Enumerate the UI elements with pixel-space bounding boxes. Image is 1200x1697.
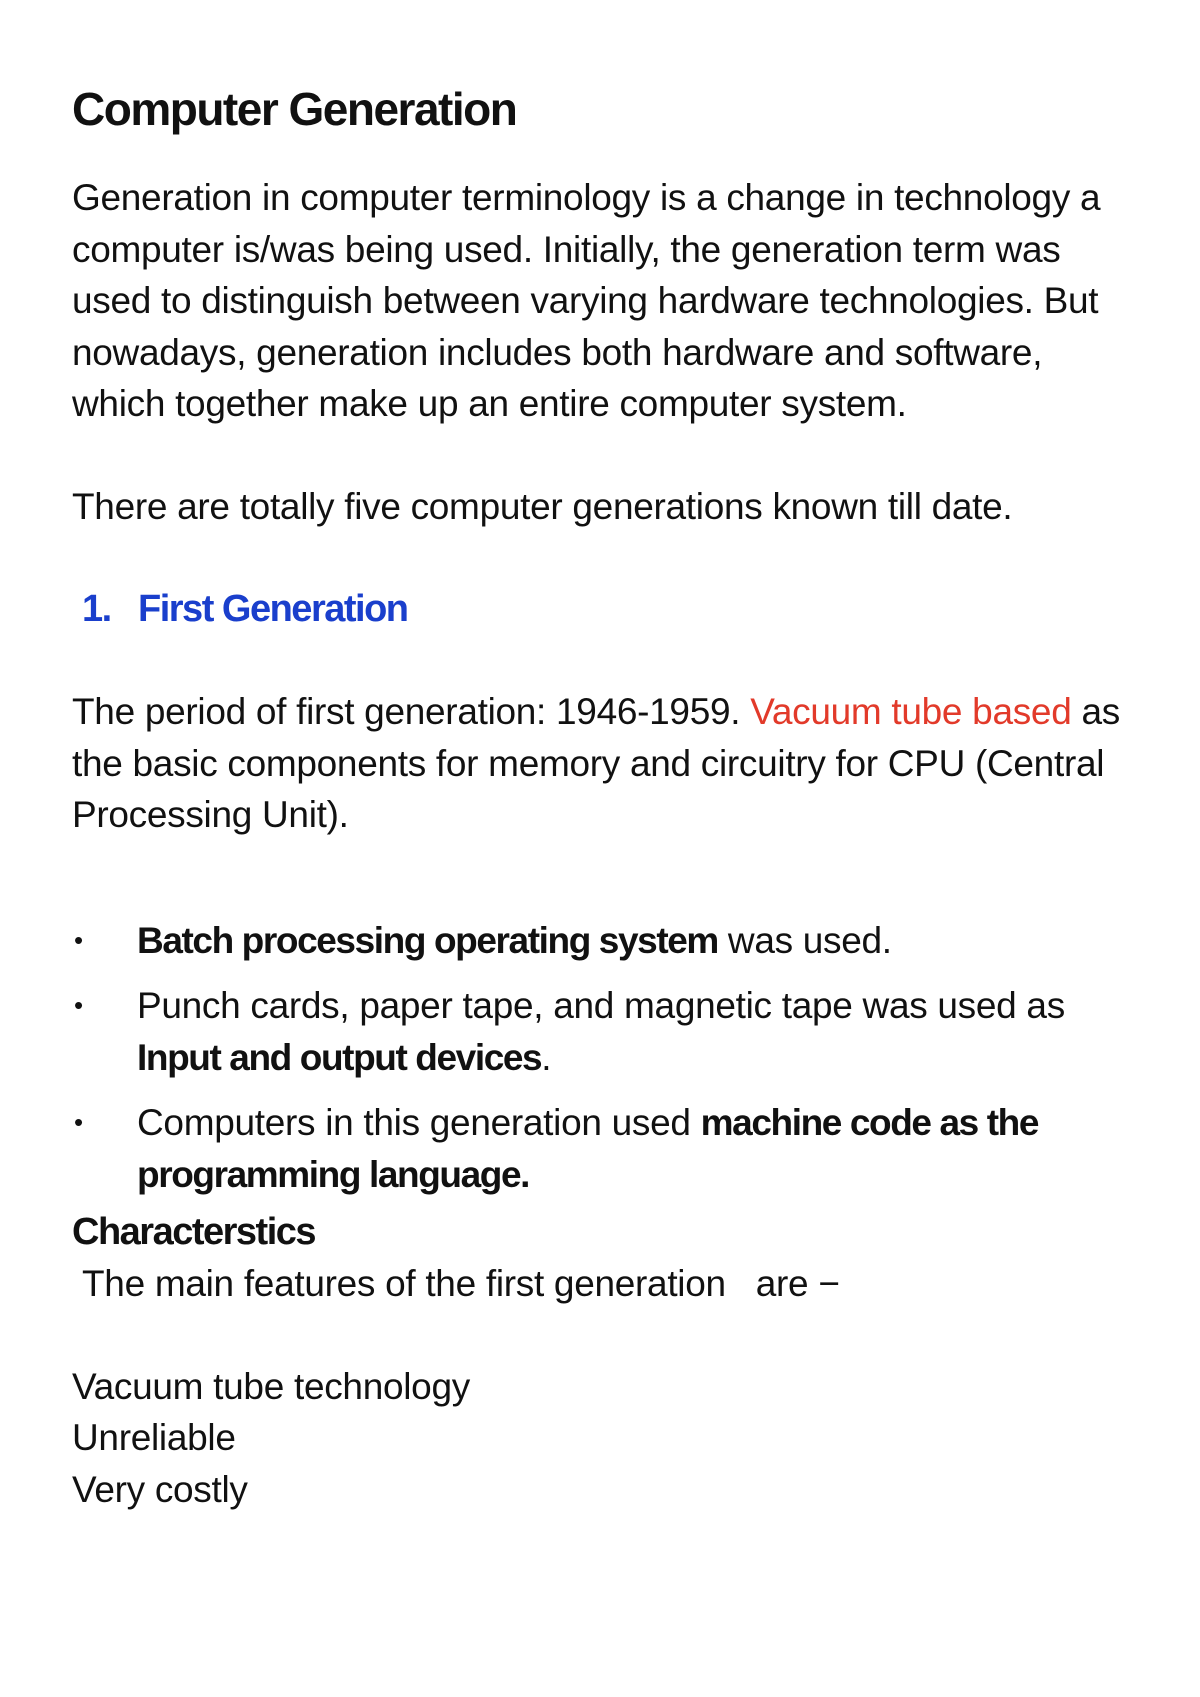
- bullet-lead: Computers in this generation used: [137, 1102, 701, 1143]
- period-lead: The period of first generation: 1946-1959.: [72, 691, 751, 732]
- period-rest: as the basic components for memory and circuitry for CPU (Central Processing Unit).: [72, 691, 1120, 835]
- bullet-icon: •: [74, 1107, 83, 1137]
- section-heading-text: First Generation: [138, 588, 408, 630]
- period-highlight: Vacuum tube based: [750, 691, 1072, 732]
- bullet-lead: Punch cards, paper tape, and magnetic tape was used as: [137, 985, 1065, 1026]
- bullet-bold: machine code as the programming language.: [137, 1102, 1039, 1195]
- bullet-icon: •: [74, 990, 83, 1020]
- feature-bullet-list: [72, 915, 1132, 1201]
- totals-paragraph: There are totally five computer generations known till date.: [72, 485, 1013, 527]
- section-number: 1.: [82, 588, 111, 630]
- list-item: Unreliable: [72, 1417, 236, 1458]
- spacer: [72, 430, 1132, 481]
- characteristics-list: [72, 1361, 1132, 1516]
- bullet-rest: was used.: [717, 919, 892, 961]
- characteristics-intro: The main features of the first generation are −: [82, 1263, 840, 1304]
- list-item: [72, 980, 1132, 1083]
- document-page: [72, 80, 1132, 1515]
- page-title: Computer Generation: [72, 83, 517, 135]
- intro-paragraph: Generation in computer terminology is a change in technology a computer is/was being used. Initially, the generation term was used to distinguish between varying hardware technologies. But nowadays, generation includes both hardware and software, which together make up an entire computer system.: [72, 177, 1101, 424]
- bullet-bold: Batch processing operating system: [137, 919, 718, 961]
- list-item: [72, 1097, 1132, 1200]
- list-item: Very costly: [72, 1468, 248, 1510]
- list-item: Vacuum tube technology: [72, 1365, 470, 1407]
- bullet-bold: Input and output devices: [137, 1036, 542, 1078]
- section-heading-first-generation: [82, 583, 1132, 635]
- bullet-icon: •: [74, 924, 83, 955]
- bullet-rest: .: [541, 1036, 552, 1078]
- characteristics-heading: Characterstics: [72, 1211, 316, 1253]
- list-item: [72, 915, 1132, 967]
- period-paragraph: [72, 686, 1132, 841]
